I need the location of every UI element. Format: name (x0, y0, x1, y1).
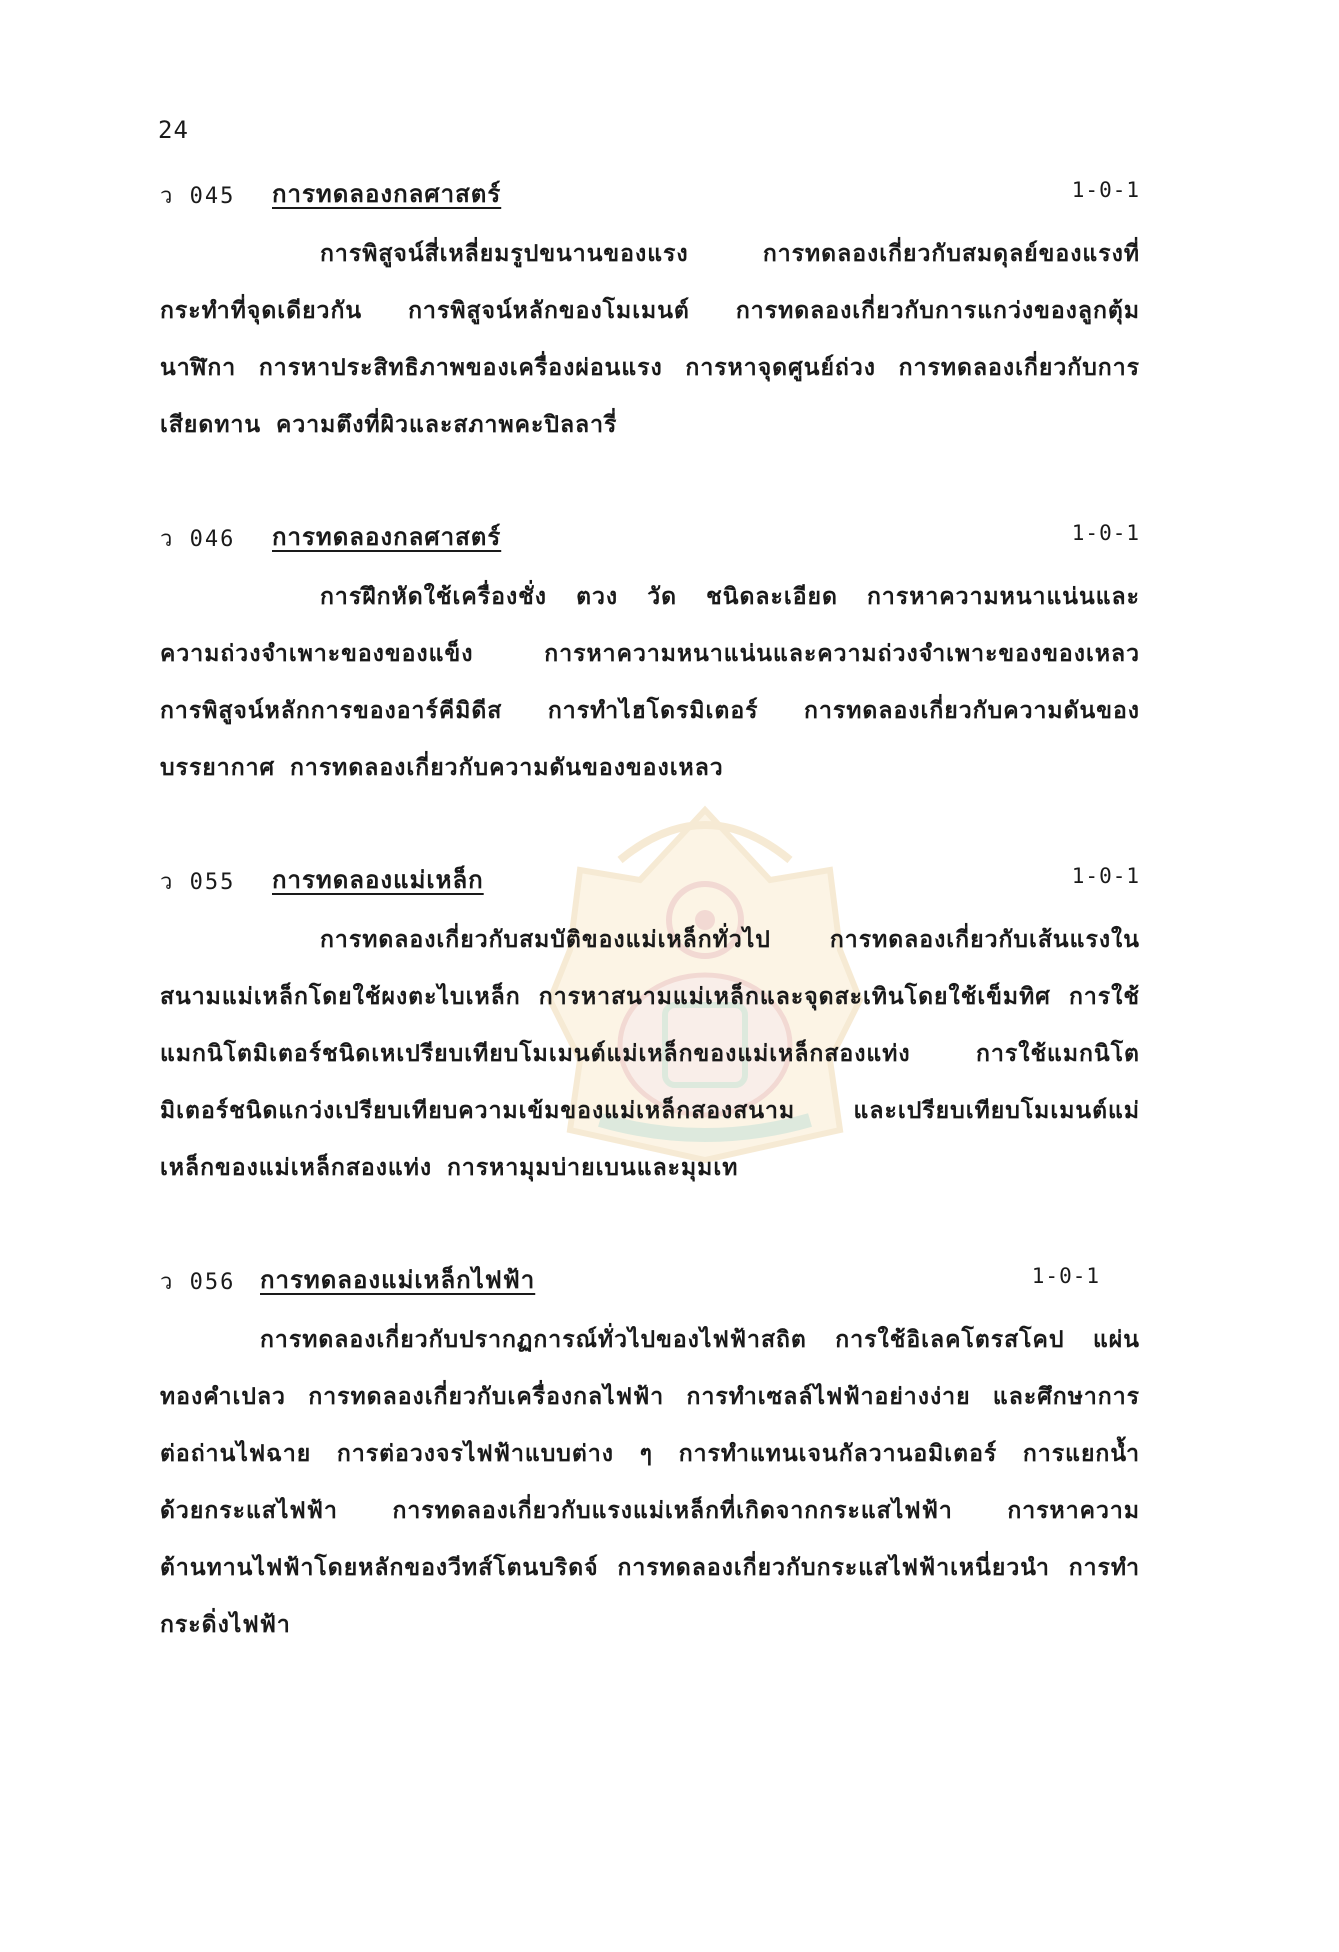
course-header (160, 172, 1140, 212)
course-description: การทดลองเกี่ยวกับปรากฏการณ์ทั่วไปของไฟฟ้าสถิต การใช้อิเลคโตรสโคป แผ่นทองคำเปลว การทดลองเกี่ยวกับเครื่องกลไฟฟ้า การทำเซลล์ไฟฟ้าอย่างง่าย และศึกษาการต่อถ่านไฟฉาย การต่อวงจรไฟฟ้าแบบต่าง ๆ การทำแทนเจนกัลวานอมิเตอร์ การแยกน้ำด้วยกระแสไฟฟ้า การทดลองเกี่ยวกับแรงแม่เหล็กที่เกิดจากกระแสไฟฟ้า การหาความต้านทานไฟฟ้าโดยหลักของวีทส์โตนบริดจ์ การทดลองเกี่ยวกับกระแสไฟฟ้าเหนี่ยวนำ การทำกระดิ่งไฟฟ้า (160, 1327, 1140, 1638)
course-entry (160, 172, 1140, 454)
course-description: การทดลองเกี่ยวกับสมบัติของแม่เหล็กทั่วไป การทดลองเกี่ยวกับเส้นแรงในสนามแม่เหล็กโดยใช้ผงตะไบเหล็ก การหาสนามแม่เหล็กและจุดสะเทินโดยใช้เข็มทิศ การใช้แมกนิโตมิเตอร์ชนิดเหเปรียบเทียบโมเมนต์แม่เหล็กของแม่เหล็กสองแท่ง การใช้แมกนิโตมิเตอร์ชนิดแกว่งเปรียบเทียบความเข้มของแม่เหล็กสองสนาม และเปรียบเทียบโมเมนต์แม่เหล็กของแม่เหล็กสองแท่ง การหามุมบ่ายเบนและมุมเท (160, 927, 1140, 1181)
course-code: ว 056 (160, 1270, 236, 1295)
course-entry (160, 1258, 1140, 1654)
course-title: การทดลองแม่เหล็กไฟฟ้า (260, 1266, 536, 1294)
course-header (160, 515, 1140, 555)
course-entry (160, 858, 1140, 1197)
course-code: ว 055 (160, 870, 236, 895)
course-title: การทดลองกลศาสตร์ (272, 523, 502, 551)
course-code: ว 045 (160, 184, 236, 209)
course-header (160, 858, 1140, 898)
course-title: การทดลองแม่เหล็ก (272, 866, 484, 894)
course-entry (160, 515, 1140, 797)
course-code: ว 046 (160, 527, 236, 552)
course-credit: 1-0-1 (1071, 178, 1140, 202)
course-description: การฝึกหัดใช้เครื่องชั่ง ตวง วัด ชนิดละเอียด การหาความหนาแน่นและความถ่วงจำเพาะของของแข็ง การหาความหนาแน่นและความถ่วงจำเพาะของของเหลว การพิสูจน์หลักการของอาร์คีมิดีส การทำไฮโดรมิเตอร์ การทดลองเกี่ยวกับความดันของบรรยากาศ การทดลองเกี่ยวกับความดันของของเหลว (160, 584, 1140, 781)
course-title: การทดลองกลศาสตร์ (272, 180, 502, 208)
course-credit: 1-0-1 (1071, 521, 1140, 545)
course-description: การพิสูจน์สี่เหลี่ยมรูปขนานของแรง การทดลองเกี่ยวกับสมดุลย์ของแรงที่กระทำที่จุดเดียวกัน การพิสูจน์หลักของโมเมนต์ การทดลองเกี่ยวกับการแกว่งของลูกตุ้มนาฬิกา การหาประสิทธิภาพของเครื่องผ่อนแรง การหาจุดศูนย์ถ่วง การทดลองเกี่ยวกับการเสียดทาน ความตึงที่ผิวและสภาพคะปิลลารี่ (160, 241, 1140, 438)
course-credit: 1-0-1 (1031, 1264, 1100, 1288)
course-header (160, 1258, 1140, 1298)
course-credit: 1-0-1 (1071, 864, 1140, 888)
page-number: 24 (158, 116, 189, 144)
